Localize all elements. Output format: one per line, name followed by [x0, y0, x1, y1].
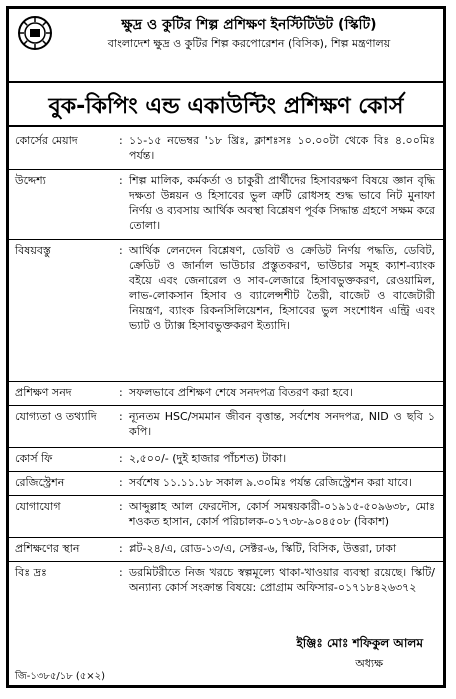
colon: : — [119, 386, 123, 399]
detail-label: প্রশিক্ষণের স্থান — [15, 542, 80, 555]
colon: : — [119, 566, 123, 579]
detail-value: ১১-১৫ নভেম্বর '১৮ খ্রিঃ, ক্লাশঃসঃ ১০.০০টা থেকে বিঃ ৪.০০মিঃ পর্যন্ত। — [129, 134, 435, 162]
detail-value: আর্থিক লেনদেন বিশ্লেষণ, ডেবিট ও ক্রেডিট নির্ণয় পদ্ধতি, ডেবিট, ক্রেডিট ও জার্নাল ভাউচার প্রস্তুতকরণ, ভাউচার সমূহ ক্যাশ-ব্যাংক বইয়ে এবং জেনারেল ও সাব-লেজারে হিসাবভুক্তকরণ, রেওয়ামিল, লাভ-লোকসান হিসাব ও ব্যালেন্সশীট তৈরী, বাজেট ও বাজেটারী নিয়ন্ত্রণ, ব্যাংক রিকনসিলিয়েশন, হিসাবের ভুল সংশোধন এন্ট্রি এবং ভ্যাট ও ট্যাক্স হিসাবভুক্তকরণ ইত্যাদি। — [129, 244, 435, 332]
divider — [9, 239, 443, 240]
divider — [9, 495, 443, 496]
detail-label: প্রশিক্ষণ সনদ — [15, 386, 72, 399]
divider — [9, 405, 443, 406]
detail-value: আব্দুল্লাহ আল ফেরদৌস, কোর্স সমন্বয়কারী-০১৯১৫-৫০৯৬৩৮, মোঃ শওকত হাসান, কোর্স পরিচালক-০১৭৩৮-৯০৪৫০৮ (বিকাশ) — [129, 500, 435, 528]
divider — [9, 471, 443, 472]
institute-logo-icon — [17, 15, 53, 51]
colon: : — [119, 452, 123, 465]
detail-value: সর্বশেষ ১১.১১.১৮ সকাল ৯.৩০মিঃ পর্যন্ত রেজিস্ট্রেশন করা যাবে। — [129, 476, 412, 489]
detail-label: উদ্দেশ্য — [15, 174, 46, 187]
colon: : — [119, 476, 123, 489]
detail-row-fee — [9, 451, 443, 469]
signatory-designation: অধ্যক্ষ — [355, 657, 383, 670]
signatory-name: ইঞ্জিঃ মোঃ শফিকুল আলম — [296, 636, 423, 650]
detail-value: ডরমিটরীতে নিজ খরচে স্বল্পমূল্যে থাকা-খাওয়ার ব্যবস্থা রয়েছে। স্কিটি/অন্যান্য কোর্স সংক্রান্ত বিষয়ে: প্রোগ্রাম অফিসার-০১৭১৮৪২৬৩৭২ — [129, 566, 435, 594]
colon: : — [119, 244, 123, 257]
detail-row-registration — [9, 475, 443, 493]
colon: : — [119, 174, 123, 187]
detail-row-duration — [9, 133, 443, 169]
detail-label: যোগ্যতা ও তথ্যাদি — [15, 410, 97, 423]
divider — [9, 561, 443, 562]
divider — [9, 381, 443, 382]
colon: : — [119, 542, 123, 555]
divider — [9, 125, 443, 127]
parent-organization: বাংলাদেশ ক্ষুদ্র ও কুটির শিল্প করপোরেশন (বিসিক), শিল্প মন্ত্রণালয় — [107, 37, 391, 50]
advertisement-page — [6, 6, 446, 688]
detail-row-note — [9, 565, 443, 615]
detail-row-contact — [9, 499, 443, 533]
header — [9, 9, 443, 69]
detail-row-content — [9, 243, 443, 367]
detail-row-certificate — [9, 385, 443, 403]
divider — [9, 447, 443, 448]
divider — [9, 81, 443, 83]
detail-row-eligibility — [9, 409, 443, 443]
detail-row-objective — [9, 173, 443, 237]
divider — [9, 537, 443, 538]
detail-label: বিঃ দ্রঃ — [15, 566, 47, 579]
reference-code: জি-১৩৮৫/১৮ (৫×২) — [15, 671, 106, 682]
detail-label: কোর্স ফি — [15, 452, 53, 465]
detail-value: সফলভাবে প্রশিক্ষণ শেষে সনদপত্র বিতরণ করা হবে। — [129, 386, 353, 399]
detail-label: যোগাযোগ — [15, 500, 61, 513]
detail-value: ২,৫০০/- (দুই হাজার পাঁচশত) টাকা। — [129, 452, 287, 465]
detail-label: রেজিস্ট্রেশন — [15, 476, 65, 489]
course-title: বুক-কিপিং এন্ড একাউন্টিং প্রশিক্ষণ কোর্স — [48, 94, 404, 119]
colon: : — [119, 500, 123, 513]
divider — [9, 169, 443, 170]
detail-row-venue — [9, 541, 443, 559]
detail-label: বিষয়বস্তু — [15, 244, 51, 257]
detail-value: শিল্প মালিক, কর্মকর্তা ও চাকুরী প্রার্থীদের হিসাবরক্ষণ বিষয়ে জ্ঞান বৃদ্ধি দক্ষতা উন্নয়ন ও হিসাবের ভুল ত্রুটি রোধসহ শুদ্ধ ভাবে নিট মুনাফা নির্ণয় ও ব্যবসায় আর্থিক অবস্থা বিশ্লেষণ পূর্বক সিদ্ধান্ত গ্রহণে সক্ষম করে তোলা। — [129, 174, 435, 232]
detail-label: কোর্সের মেয়াদ — [15, 134, 78, 147]
organization-name: ক্ষুদ্র ও কুটির শিল্প প্রশিক্ষণ ইনস্টিটিউট (স্কিটি) — [121, 17, 377, 33]
colon: : — [119, 410, 123, 423]
detail-value: ন্যূনতম HSC/সমমান জীবন বৃত্তান্ত, সর্বশেষ সনদপত্র, NID ও ছবি ১ কপি। — [129, 410, 435, 438]
detail-value: প্লট-২৪/এ, রোড-১৩/এ, সেক্টর-৬, স্কিটি, বিসিক, উত্তরা, ঢাকা — [129, 542, 397, 555]
colon: : — [119, 134, 123, 147]
